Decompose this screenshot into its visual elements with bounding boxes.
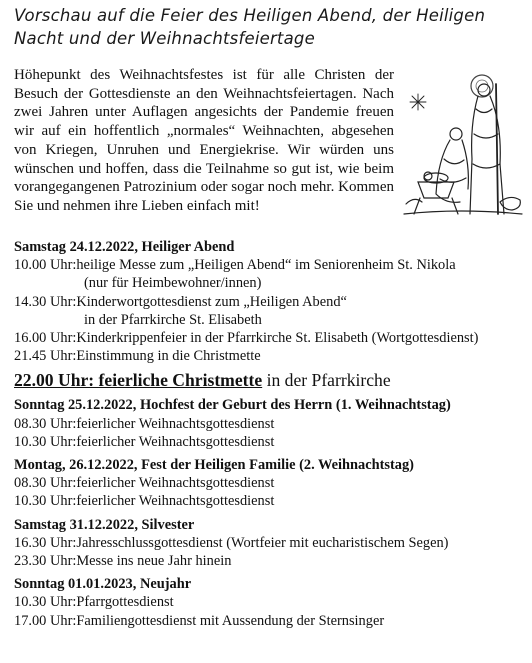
entry-text: feierlicher Weihnachtsgottesdienst <box>76 433 275 450</box>
schedule-entry <box>14 256 526 274</box>
day-block-31-12 <box>14 516 526 571</box>
entry-time: 21.45 Uhr: <box>14 348 77 365</box>
entry-time: 17.00 Uhr: <box>14 612 77 629</box>
entry-text: Pfarrgottesdienst <box>76 594 174 611</box>
schedule-entry <box>14 612 526 630</box>
day-block-25-12 <box>14 396 526 451</box>
entry-continuation: (nur für Heimbewohner/innen) <box>84 275 262 292</box>
christmette-highlight <box>14 370 526 391</box>
schedule <box>14 238 526 635</box>
day-heading: Montag, 26.12.2022, Fest der Heiligen Familie (2. Weihnachtstag) <box>14 457 414 474</box>
entry-time: 14.30 Uhr: <box>14 293 77 310</box>
entry-time: 16.00 Uhr: <box>14 330 77 347</box>
entry-time: 10.30 Uhr: <box>14 594 77 611</box>
entry-time: 16.30 Uhr: <box>14 534 77 551</box>
page-title <box>14 4 524 50</box>
entry-text: feierlicher Weihnachtsgottesdienst <box>76 493 275 510</box>
nativity-illustration <box>400 64 526 222</box>
day-heading: Samstag 24.12.2022, Heiliger Abend <box>14 239 235 255</box>
schedule-entry <box>14 433 526 451</box>
entry-text: feierlicher Weihnachtsgottesdienst <box>76 475 275 492</box>
entry-time: 23.30 Uhr: <box>14 553 77 570</box>
schedule-entry <box>14 534 526 552</box>
entry-text: Kinderkrippenfeier in der Pfarrkirche St. Elisabeth (Wortgottesdienst) <box>76 330 479 347</box>
entry-text: Einstimmung in die Christmette <box>76 348 261 365</box>
schedule-entry <box>14 552 526 570</box>
schedule-entry <box>14 329 526 347</box>
schedule-entry <box>14 347 526 365</box>
entry-time: 08.30 Uhr: <box>14 415 77 432</box>
entry-time: 10.00 Uhr: <box>14 257 77 274</box>
day-block-01-01 <box>14 575 526 630</box>
entry-text: heilige Messe zum „Heiligen Abend“ im Seniorenheim St. Nikola <box>76 257 456 274</box>
schedule-entry <box>14 593 526 611</box>
entry-text: Kinderwortgottesdienst zum „Heiligen Abend“ <box>76 293 347 310</box>
entry-time: 10.30 Uhr: <box>14 433 77 450</box>
day-block-26-12 <box>14 456 526 511</box>
christmette-time: 22.00 Uhr: feierliche Christmette <box>14 370 263 391</box>
day-heading: Samstag 31.12.2022, Silvester <box>14 516 195 533</box>
title-line-2: Nacht und der Weihnachtsfeiertage <box>14 29 315 48</box>
schedule-entry <box>14 415 526 433</box>
schedule-entry <box>14 474 526 492</box>
day-heading: Sonntag 25.12.2022, Hochfest der Geburt des Herrn (1. Weihnachtstag) <box>14 397 451 414</box>
christmette-location: in der Pfarrkirche <box>262 370 391 391</box>
title-line-1: Vorschau auf die Feier des Heiligen Abend, der Heiligen <box>14 6 486 25</box>
entry-text: feierlicher Weihnachtsgottesdienst <box>76 415 275 432</box>
entry-text: Messe ins neue Jahr hinein <box>76 553 232 570</box>
schedule-entry <box>14 293 526 311</box>
entry-text: Familiengottesdienst mit Aussendung der Sternsinger <box>76 612 385 629</box>
entry-continuation: in der Pfarrkirche St. Elisabeth <box>84 311 262 328</box>
schedule-entry <box>14 492 526 510</box>
day-heading: Sonntag 01.01.2023, Neujahr <box>14 576 192 593</box>
intro-paragraph: Höhepunkt des Weihnachtsfestes ist für alle Christen der Besuch der Gottesdienste an den Weihnachtsfeiertagen. Nach zwei Jahren unter Auflagen angesichts der Pandemie freuen wir auf ein hoffentlich „normales“ Weihnachten, abgesehen von Kriegen, Unruhen und Energiekrise. Wir würden uns wünschen und hoffen, dass die Teilnahme so gut ist, wie beim vorangegangenen Patrozinium oder sogar noch mehr. Kommen Sie und nehmen ihre Lieben einfach mit! <box>14 67 394 214</box>
day-block-24-12 <box>14 238 526 365</box>
entry-text: Jahresschlussgottesdienst (Wortfeier mit eucharistischem Segen) <box>76 534 449 551</box>
entry-time: 10.30 Uhr: <box>14 493 77 510</box>
entry-time: 08.30 Uhr: <box>14 475 77 492</box>
